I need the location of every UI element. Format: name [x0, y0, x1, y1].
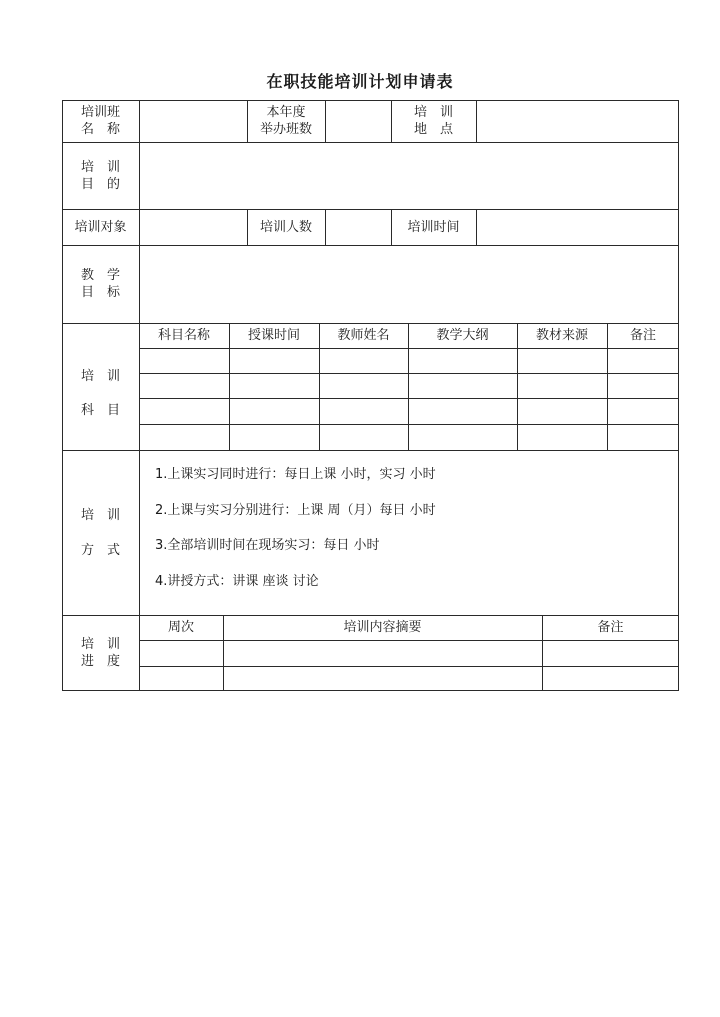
label-line: 培 训 — [80, 637, 120, 652]
label-line: 培 训 — [80, 159, 120, 175]
time-field[interactable] — [477, 210, 678, 245]
method-label — [62, 450, 139, 615]
subject-cell[interactable] — [518, 374, 607, 398]
annual-classes-label — [247, 100, 325, 142]
form-title: 在职技能培训计划申请表 — [266, 72, 454, 91]
label-line: 目 标 — [80, 285, 120, 300]
progress-cell[interactable] — [543, 667, 678, 691]
subjects-header-materials: 教材来源 — [535, 328, 588, 343]
subject-cell[interactable] — [409, 399, 517, 424]
progress-cell[interactable] — [224, 667, 542, 691]
subject-cell[interactable] — [320, 425, 408, 450]
subject-cell[interactable] — [140, 425, 229, 450]
label-line: 教 学 — [80, 268, 120, 283]
subject-cell[interactable] — [608, 399, 678, 424]
divider — [62, 450, 679, 451]
subjects-header-teacher: 教师姓名 — [337, 328, 390, 343]
progress-header-week: 周次 — [167, 620, 194, 635]
subject-cell[interactable] — [140, 349, 229, 373]
subject-cell[interactable] — [320, 399, 408, 424]
method-options — [155, 466, 436, 608]
target-label: 培训对象 — [74, 219, 127, 235]
method-option-4: 4.讲授方式：讲课 座谈 讨论 — [155, 573, 319, 589]
target-field[interactable] — [140, 210, 247, 245]
count-label: 培训人数 — [259, 219, 312, 235]
subjects-header-time: 授课时间 — [247, 328, 300, 343]
progress-cell[interactable] — [543, 641, 678, 666]
subject-cell[interactable] — [320, 349, 408, 373]
subject-cell[interactable] — [230, 399, 319, 424]
progress-cell[interactable] — [140, 667, 223, 691]
progress-header-notes: 备注 — [597, 620, 624, 635]
progress-header-summary: 培训内容摘要 — [343, 620, 422, 635]
subject-cell[interactable] — [320, 374, 408, 398]
class-name-label — [62, 100, 139, 142]
label-line: 方 式 — [80, 542, 120, 558]
subject-cell[interactable] — [608, 425, 678, 450]
label-line: 培 训 — [413, 105, 453, 120]
label-line: 培 训 — [80, 369, 120, 384]
subject-cell[interactable] — [518, 399, 607, 424]
subjects-label — [62, 323, 139, 450]
progress-cell[interactable] — [140, 641, 223, 666]
progress-cell[interactable] — [224, 641, 542, 666]
label-line: 目 的 — [80, 176, 120, 192]
subject-cell[interactable] — [409, 349, 517, 373]
purpose-label — [62, 142, 139, 209]
label-line: 名 称 — [80, 122, 120, 137]
subjects-header-notes: 备注 — [629, 328, 656, 343]
method-option-1: 1.上课实习同时进行：每日上课 小时，实习 小时 — [155, 467, 436, 482]
annual-classes-field[interactable] — [326, 101, 391, 142]
count-field[interactable] — [326, 210, 391, 245]
subjects-header-syllabus: 教学大纲 — [436, 328, 489, 343]
method-option-3: 3.全部培训时间在现场实习：每日 小时 — [155, 538, 380, 553]
location-field[interactable] — [477, 101, 678, 142]
label-line: 举办班数 — [259, 122, 312, 137]
subject-cell[interactable] — [409, 425, 517, 450]
subject-cell[interactable] — [140, 399, 229, 424]
purpose-field[interactable] — [140, 143, 678, 209]
label-line: 地 点 — [413, 122, 453, 137]
subject-cell[interactable] — [230, 374, 319, 398]
subject-cell[interactable] — [608, 374, 678, 398]
label-line: 本年度 — [266, 105, 306, 120]
time-label: 培训时间 — [407, 219, 460, 235]
goals-label — [62, 245, 139, 323]
label-line: 进 度 — [80, 654, 120, 669]
goals-field[interactable] — [140, 246, 678, 323]
progress-label — [62, 615, 139, 691]
subject-cell[interactable] — [230, 425, 319, 450]
subjects-header-name: 科目名称 — [157, 328, 210, 343]
subject-cell[interactable] — [230, 349, 319, 373]
subject-cell[interactable] — [518, 349, 607, 373]
location-label — [391, 100, 476, 142]
subject-cell[interactable] — [409, 374, 517, 398]
subject-cell[interactable] — [140, 374, 229, 398]
method-option-2: 2.上课与实习分别进行：上课 周（月）每日 小时 — [155, 502, 436, 518]
subject-cell[interactable] — [518, 425, 607, 450]
class-name-field[interactable] — [140, 101, 247, 142]
label-line: 培训班 — [80, 105, 120, 120]
subject-cell[interactable] — [608, 349, 678, 373]
label-line: 培 训 — [80, 507, 120, 523]
label-line: 科 目 — [80, 403, 120, 418]
